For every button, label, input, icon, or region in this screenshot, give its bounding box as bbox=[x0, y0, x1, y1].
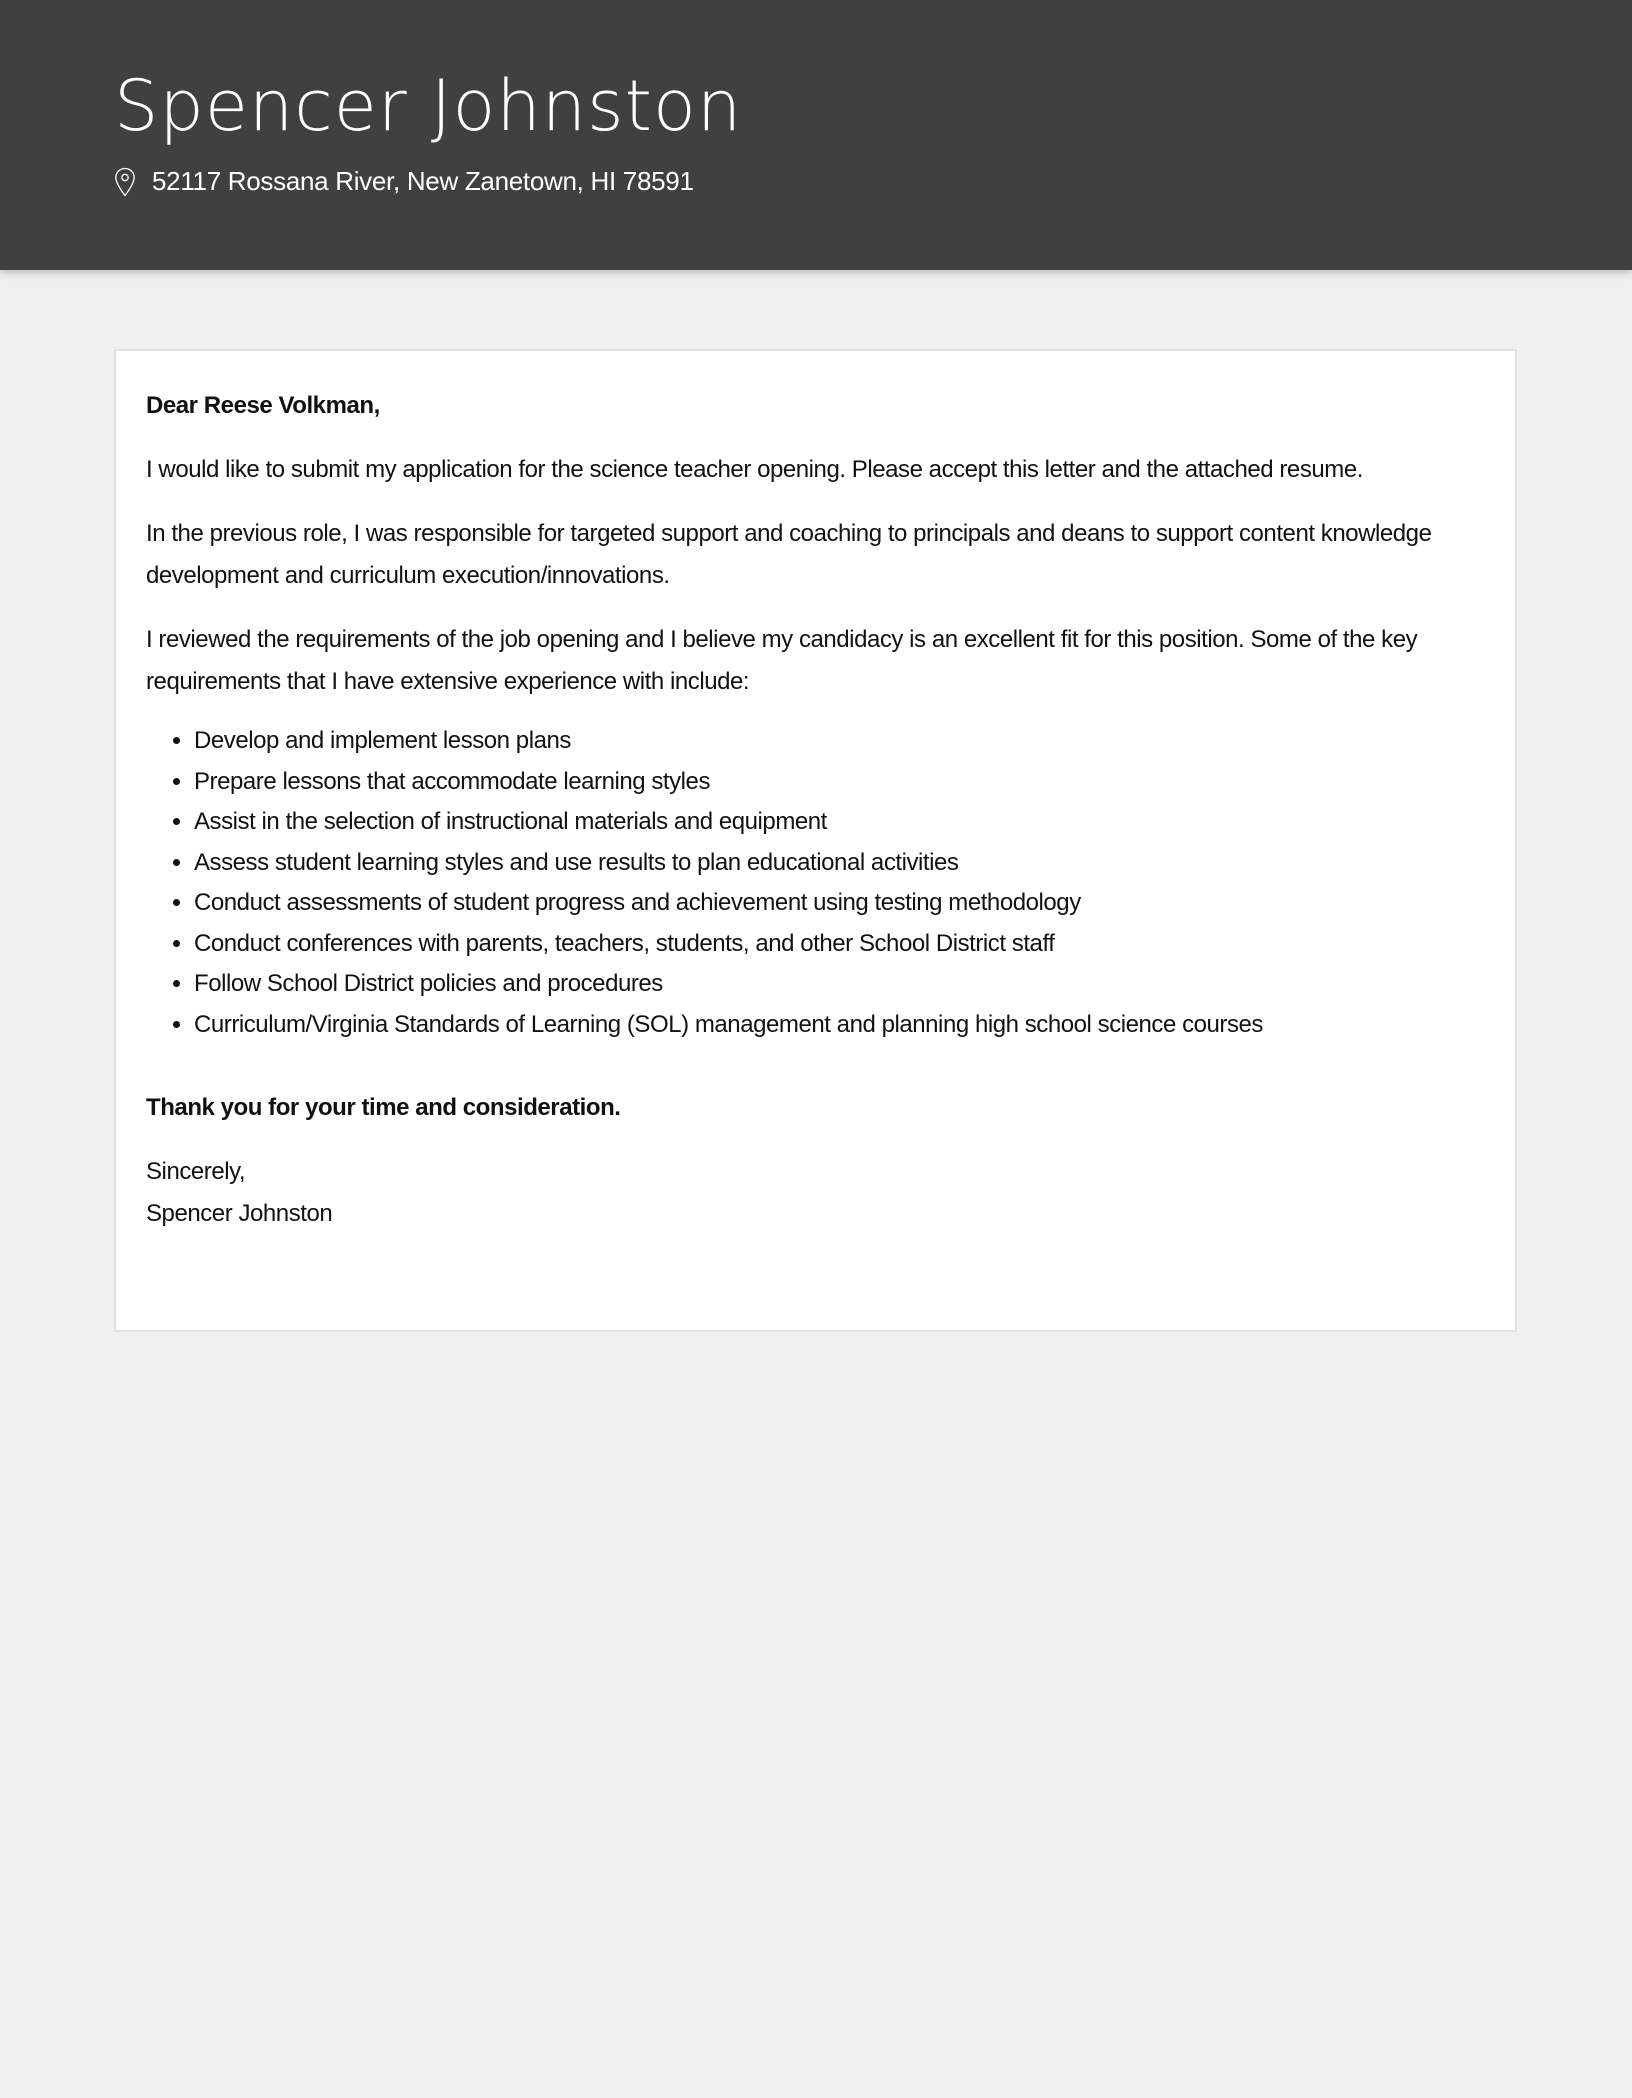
letter-signature: Spencer Johnston bbox=[146, 1200, 333, 1227]
applicant-name: Spencer Johnston bbox=[114, 65, 743, 147]
page-header bbox=[0, 0, 1632, 270]
list-item: • Follow School District policies and procedures bbox=[194, 964, 1485, 1005]
list-item: • Conduct conferences with parents, teachers, students, and other School District staff bbox=[194, 924, 1485, 965]
cover-letter bbox=[114, 349, 1517, 1332]
requirements-list bbox=[146, 721, 1485, 1045]
map-pin-icon bbox=[114, 167, 136, 197]
list-item: • Conduct assessments of student progress and achievement using testing methodology bbox=[194, 883, 1485, 924]
list-item: • Assess student learning styles and use results to plan educational activities bbox=[194, 843, 1485, 884]
list-item: • Assist in the selection of instructional materials and equipment bbox=[194, 802, 1485, 843]
letter-greeting: Dear Reese Volkman, bbox=[146, 392, 380, 419]
letter-paragraph: In the previous role, I was responsible for targeted support and coaching to principals and deans to support content knowledge development and curriculum execution/innovations. bbox=[146, 520, 1432, 589]
address-text: 52117 Rossana River, New Zanetown, HI 78591 bbox=[152, 166, 694, 196]
letter-paragraph: I reviewed the requirements of the job opening and I believe my candidacy is an excellent fit for this position. Some of the key requirements that I have extensive experience with include: bbox=[146, 626, 1418, 695]
list-item: • Curriculum/Virginia Standards of Learning (SOL) management and planning high school science courses bbox=[194, 1005, 1485, 1046]
letter-signoff: Sincerely, bbox=[146, 1158, 246, 1185]
letter-paragraph: I would like to submit my application for the science teacher opening. Please accept this letter and the attached resume. bbox=[146, 456, 1363, 483]
applicant-address bbox=[114, 166, 694, 197]
letter-thanks: Thank you for your time and consideration. bbox=[146, 1094, 621, 1121]
list-item: • Prepare lessons that accommodate learning styles bbox=[194, 762, 1485, 803]
list-item: • Develop and implement lesson plans bbox=[194, 721, 1485, 762]
